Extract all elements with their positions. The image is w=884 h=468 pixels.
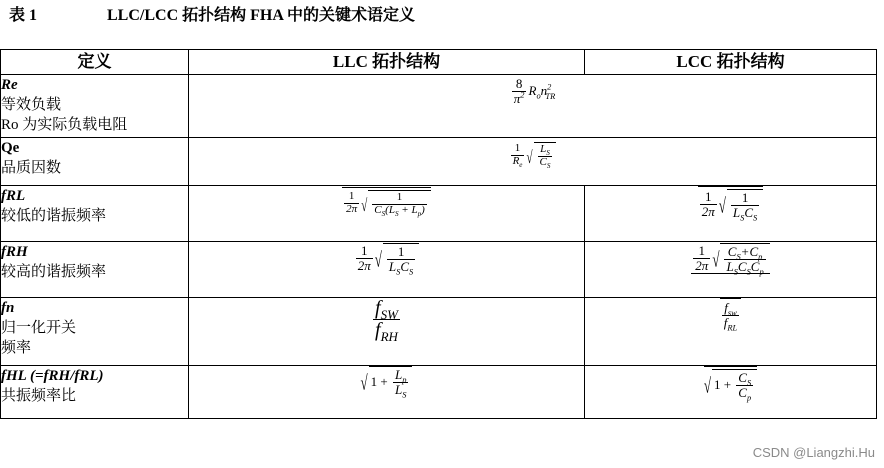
definition-cell (1, 242, 189, 298)
formula-expression: $\frac{1}{2\pi}$ √ $\frac{1}{C_S(L_S + L_p)}$ (342, 187, 431, 216)
term-description: 等效负载 (1, 97, 62, 113)
formula-expression: $\frac{1}{2\pi}$ √ $\frac{1}{L_SC_S}$ (354, 243, 420, 273)
formula-frl-lcc (585, 186, 877, 242)
definition-cell (1, 138, 189, 186)
header-llc: LLC 拓扑结构 (189, 50, 585, 75)
table-row (1, 242, 877, 298)
formula-fhl-llc (189, 366, 585, 419)
term-label: fn (1, 300, 15, 316)
formula-expression: $\frac{f_{sw}}{f_{RL}}$ (720, 298, 741, 329)
formula-expression: $\frac{1}{2\pi}$ √ $\frac{C_S+C_p}{L_SC_SC_p}$ (691, 243, 769, 274)
term-description: 共振频率比 (1, 388, 77, 404)
definition-cell (1, 366, 189, 419)
term-note: Ro 为实际负载电阻 (1, 117, 128, 133)
table-caption (9, 4, 415, 28)
table-row (1, 366, 877, 419)
table-row (1, 138, 877, 186)
formula-expression: $\frac{1}{R_e}$ √ $\frac{L_S}{C_S}$ (509, 142, 557, 168)
table-row (1, 186, 877, 242)
term-label: fRH (1, 244, 28, 260)
formula-expression: √ 1 + $\frac{L_p}{L_S}$ (361, 366, 413, 396)
definition-cell (1, 298, 189, 366)
formula-expression: $\frac{8}{\pi^2}$ $R_on^2_{TR}$ (513, 76, 556, 106)
header-definition: 定义 (1, 50, 189, 75)
table-number: 表 1 (9, 7, 38, 24)
header-row (1, 50, 877, 75)
term-label: fHL (=fRH/fRL) (1, 368, 104, 384)
term-label: Re (1, 77, 18, 93)
formula-qe (189, 138, 877, 186)
table-title: LLC/LCC 拓扑结构 FHA 中的关键术语定义 (107, 7, 416, 24)
term-description: 较低的谐振频率 (1, 208, 107, 224)
definition-cell (1, 186, 189, 242)
formula-fn-llc (189, 298, 585, 366)
header-lcc: LCC 拓扑结构 (585, 50, 877, 75)
formula-expression: √ 1 + $\frac{C_S}{C_p}$ (704, 366, 757, 399)
formula-expression: $\frac{1}{2\pi}$ √ $\frac{1}{L_SC_S}$ (698, 186, 764, 219)
formula-frh-lcc (585, 242, 877, 298)
formula-expression: $\frac{f_{SW}}{f_{RH}}$ (375, 297, 398, 344)
term-description: 较高的谐振频率 (1, 264, 107, 280)
term-label: Qe (1, 140, 20, 156)
formula-fn-lcc (585, 298, 877, 366)
formula-frl-llc (189, 186, 585, 242)
term-description: 归一化开关 (1, 320, 77, 336)
table-row (1, 298, 877, 366)
table-row (1, 75, 877, 138)
formula-frh-llc (189, 242, 585, 298)
term-description: 品质因数 (1, 160, 62, 176)
definitions-table (0, 49, 877, 419)
formula-fhl-lcc (585, 366, 877, 419)
term-description-cont: 频率 (1, 340, 32, 356)
term-label: fRL (1, 188, 26, 204)
definition-cell (1, 75, 189, 138)
watermark: CSDN @Liangzhi.Hu (752, 445, 875, 460)
